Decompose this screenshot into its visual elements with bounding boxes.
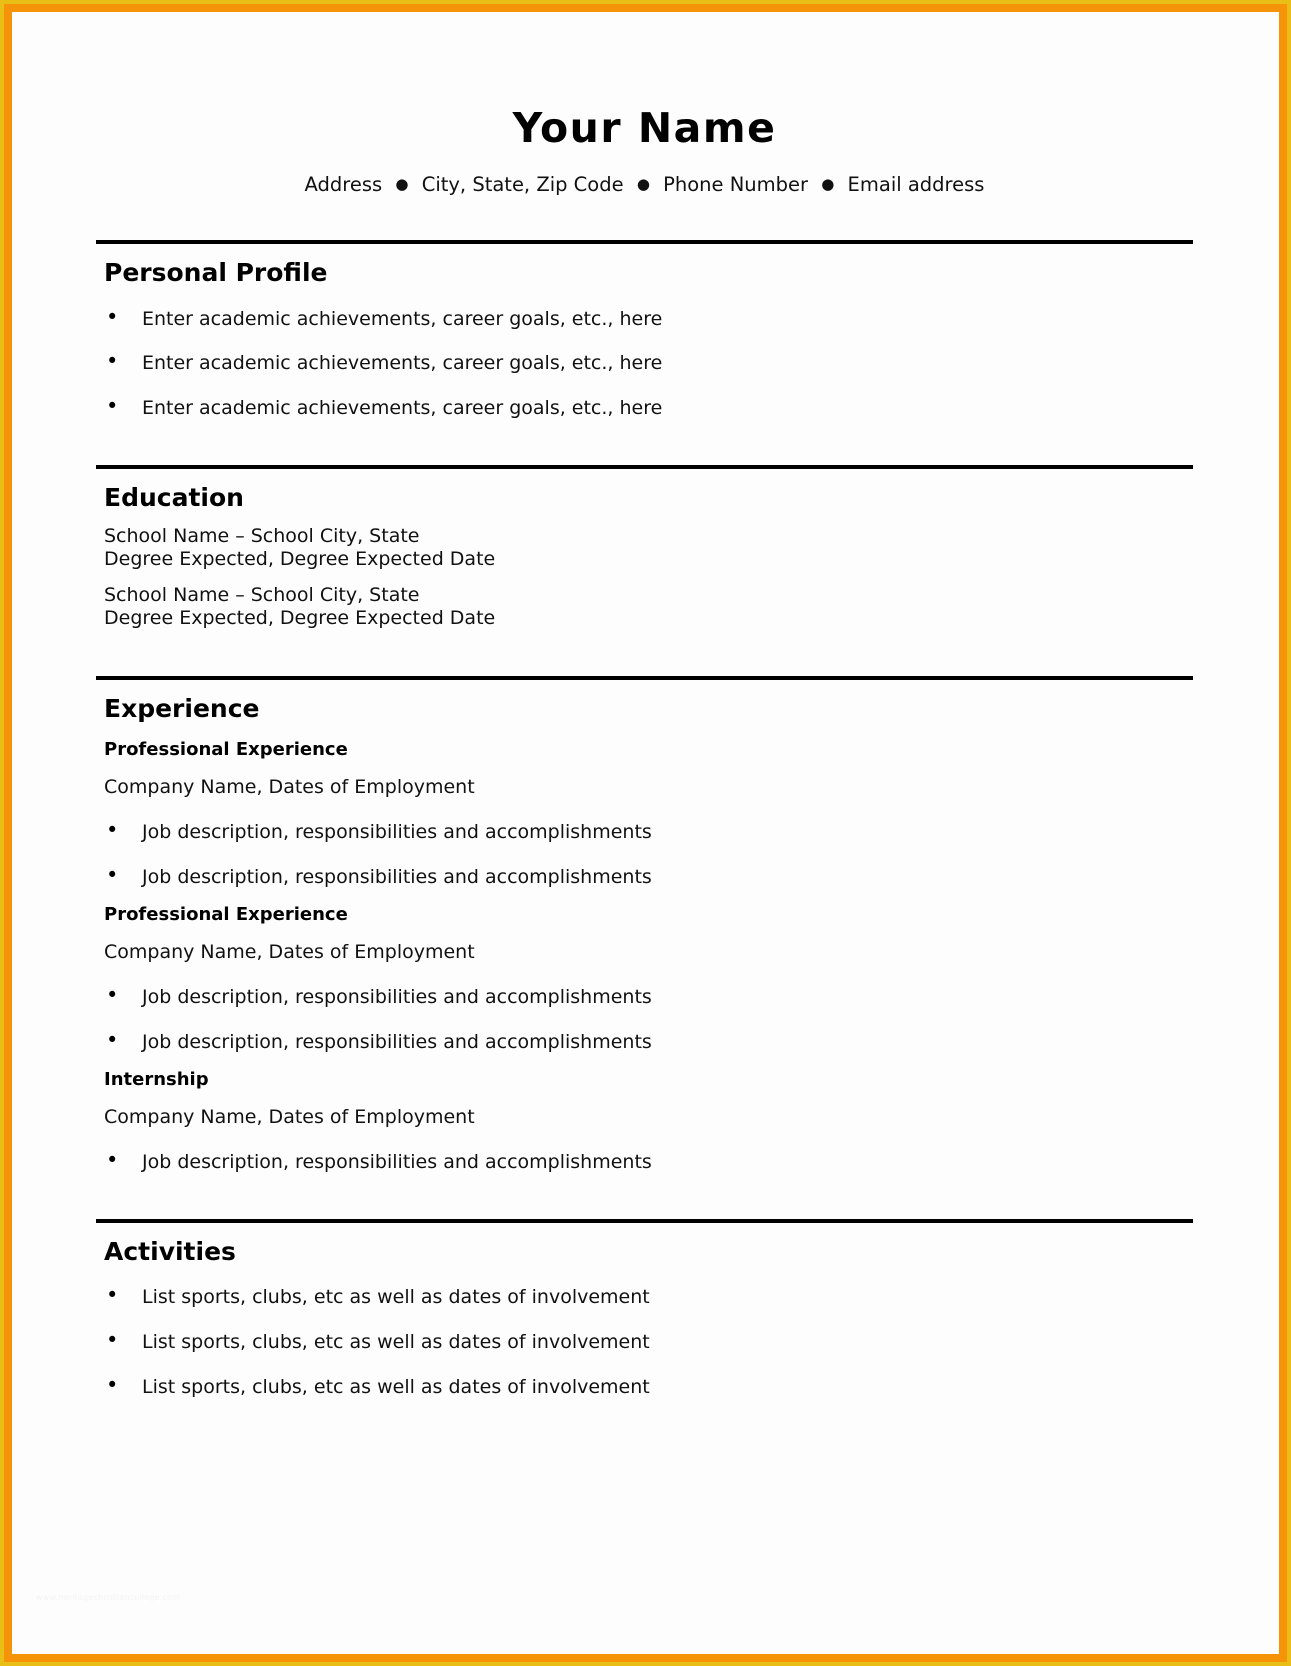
list-item: • Job description, responsibilities and accomplishments — [96, 1152, 1193, 1173]
section-title-experience: Experience — [104, 694, 260, 724]
list-item: • Job description, responsibilities and accomplishments — [96, 987, 1193, 1008]
personal-profile-list — [96, 309, 1193, 420]
education-degree: Degree Expected, Degree Expected Date — [104, 547, 496, 570]
experience-bullet-list — [96, 987, 1193, 1053]
education-school: School Name – School City, State — [104, 584, 420, 607]
education-degree: Degree Expected, Degree Expected Date — [104, 607, 496, 630]
contact-line — [96, 173, 1193, 196]
page-title: Your Name — [512, 104, 777, 152]
bullet-separator-icon: ● — [821, 175, 835, 193]
contact-city-state-zip: City, State, Zip Code — [421, 173, 624, 196]
section-divider — [96, 1219, 1193, 1223]
section-divider — [96, 676, 1193, 680]
bullet-separator-icon: ● — [395, 175, 409, 193]
contact-address: Address — [304, 173, 383, 196]
experience-subtitle: Professional Experience — [104, 903, 348, 925]
education-entry — [104, 525, 1193, 571]
experience-entry — [96, 740, 1193, 888]
section-divider — [96, 240, 1193, 244]
decorative-inner-border — [4, 4, 1287, 1662]
list-item: • List sports, clubs, etc as well as dates of involvement — [96, 1332, 1193, 1353]
section-experience — [96, 676, 1193, 1173]
resume-header — [96, 12, 1193, 196]
experience-company: Company Name, Dates of Employment — [104, 940, 475, 963]
list-item: • List sports, clubs, etc as well as dates of involvement — [96, 1287, 1193, 1308]
activities-list — [96, 1287, 1193, 1398]
contact-phone: Phone Number — [663, 173, 809, 196]
experience-bullet-list — [96, 1152, 1193, 1173]
section-personal-profile — [96, 240, 1193, 419]
section-activities — [96, 1219, 1193, 1398]
list-item: • Job description, responsibilities and accomplishments — [96, 867, 1193, 888]
section-title-education: Education — [104, 483, 244, 513]
list-item: • Enter academic achievements, career goals, etc., here — [96, 398, 1193, 419]
bullet-separator-icon: ● — [636, 175, 650, 193]
list-item: • List sports, clubs, etc as well as dates of involvement — [96, 1377, 1193, 1398]
section-education — [96, 465, 1193, 630]
list-item: • Enter academic achievements, career goals, etc., here — [96, 309, 1193, 330]
experience-bullet-list — [96, 822, 1193, 888]
education-school: School Name – School City, State — [104, 524, 420, 547]
section-divider — [96, 465, 1193, 469]
experience-entry — [96, 905, 1193, 1053]
experience-subtitle: Professional Experience — [104, 738, 348, 760]
resume-document — [12, 12, 1279, 1398]
resume-page — [12, 12, 1279, 1654]
contact-email: Email address — [847, 173, 985, 196]
section-title-personal-profile: Personal Profile — [104, 258, 328, 287]
experience-company: Company Name, Dates of Employment — [104, 1105, 475, 1128]
list-item: • Job description, responsibilities and accomplishments — [96, 822, 1193, 843]
section-title-activities: Activities — [104, 1236, 236, 1266]
experience-subtitle: Internship — [104, 1068, 209, 1090]
list-item: • Job description, responsibilities and accomplishments — [96, 1032, 1193, 1053]
list-item: • Enter academic achievements, career goals, etc., here — [96, 353, 1193, 374]
watermark-text: www.heritagechristiancollege.com — [36, 1593, 181, 1602]
experience-entry — [96, 1070, 1193, 1173]
experience-company: Company Name, Dates of Employment — [104, 775, 475, 798]
education-entry — [104, 584, 1193, 630]
